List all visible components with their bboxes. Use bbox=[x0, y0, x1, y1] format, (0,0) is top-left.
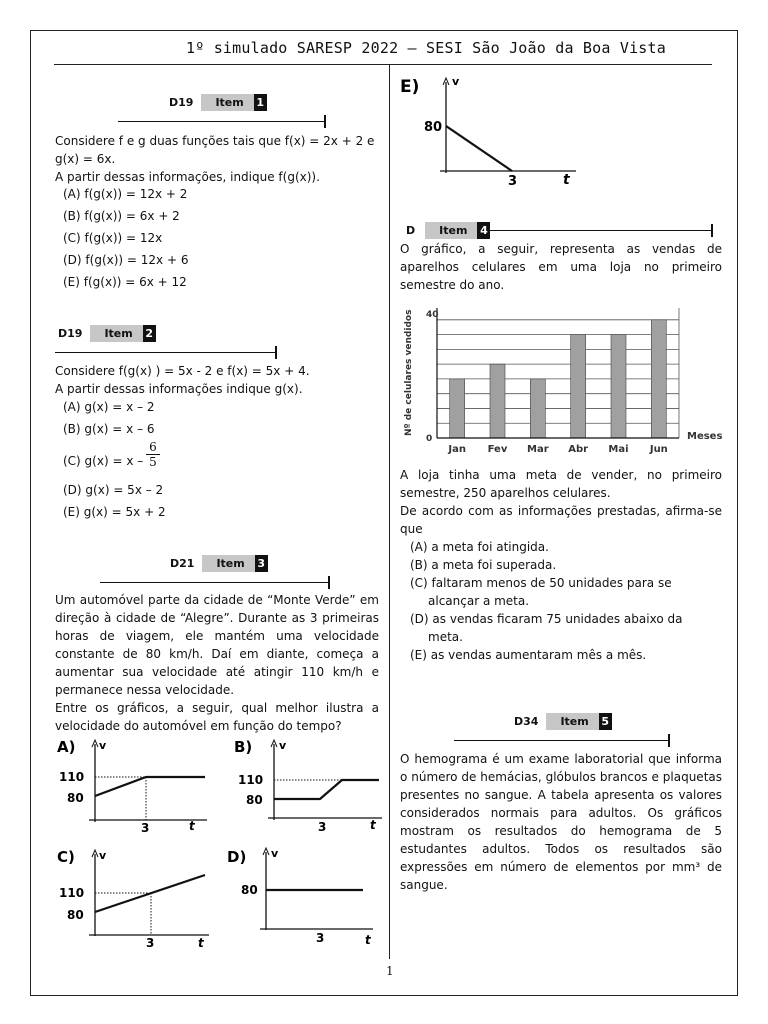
q1-item-label: Item bbox=[201, 94, 253, 111]
graph-d-label: D) bbox=[227, 848, 247, 866]
q4-stem: O gráfico, a seguir, representa as vendas de aparelhos celulares em uma loja no primeiro semestre do ano. bbox=[400, 242, 722, 292]
q4-option-d-line1: (D) as vendas ficaram 75 unidades abaixo da bbox=[410, 612, 683, 626]
q4-option-c-line2: alcançar a meta. bbox=[428, 594, 530, 608]
q4-text-1: A loja tinha uma meta de vender, no primeiro semestre, 250 aparelhos celulares. bbox=[400, 468, 722, 500]
svg-text:3: 3 bbox=[146, 936, 155, 950]
column-divider bbox=[389, 64, 390, 959]
svg-text:v: v bbox=[99, 849, 107, 862]
q5-code: D34 bbox=[514, 715, 539, 728]
q4-code: D bbox=[406, 224, 416, 237]
q2-option-a[interactable]: (A) g(x) = x – 2 bbox=[63, 400, 155, 414]
q2-stem bbox=[55, 362, 383, 398]
q4-option-d[interactable] bbox=[410, 610, 682, 646]
svg-text:80: 80 bbox=[67, 908, 84, 922]
svg-text:t: t bbox=[563, 172, 570, 188]
chart-labels bbox=[447, 444, 667, 455]
bar-mai bbox=[611, 335, 626, 438]
svg-text:80: 80 bbox=[246, 793, 263, 807]
svg-text:3: 3 bbox=[508, 174, 518, 188]
chart-grid bbox=[437, 308, 679, 438]
xtick-abr: Abr bbox=[568, 444, 589, 455]
q2-option-c-text: (C) g(x) = x – bbox=[63, 454, 144, 468]
q3-graph-a[interactable] bbox=[55, 734, 215, 834]
svg-text:3: 3 bbox=[141, 821, 150, 834]
q1-option-c[interactable]: (C) f(g(x)) = 12x bbox=[63, 231, 163, 245]
svg-text:80: 80 bbox=[241, 883, 258, 897]
q1-stem-line1: Considere f e g duas funções tais que f(x) = 2x + 2 e g(x) = 6x. bbox=[55, 134, 375, 166]
bar-mar bbox=[530, 379, 545, 438]
q2-fraction-numerator: 6 bbox=[149, 440, 157, 454]
header-rule bbox=[54, 64, 712, 65]
q3-stem-text: Um automóvel parte da cidade de “Monte Verde” em direção à cidade de “Alegre”. Durante as 3 primeiras horas de viagem, ele mantém uma velocidade constante de 80 km/h. Daí em diante, começa a aumentar sua velocidade até atingir 110 km/h e permanece nessa velocidade. bbox=[55, 593, 379, 697]
q3-item-label: Item bbox=[202, 555, 254, 572]
q3-stem bbox=[55, 591, 379, 735]
page-number: 1 bbox=[386, 964, 394, 978]
page-header: 1º simulado SARESP 2022 – SESI São João da Boa Vista bbox=[186, 39, 666, 57]
svg-text:80: 80 bbox=[67, 791, 84, 805]
svg-text:v: v bbox=[279, 739, 287, 752]
q3-question: Entre os gráficos, a seguir, qual melhor ilustra a velocidade do automóvel em função do tempo? bbox=[55, 701, 379, 733]
svg-text:3: 3 bbox=[316, 931, 325, 945]
q2-item-number: 2 bbox=[143, 325, 156, 342]
bar-jun bbox=[651, 320, 666, 438]
xtick-mai: Mai bbox=[608, 444, 629, 455]
q4-option-b[interactable]: (B) a meta foi superada. bbox=[410, 558, 557, 572]
q2-item-label: Item bbox=[90, 325, 142, 342]
q4-rule bbox=[489, 230, 713, 231]
q4-text bbox=[400, 466, 722, 538]
svg-text:t: t bbox=[365, 933, 371, 947]
q2-fraction-denominator: 5 bbox=[146, 454, 160, 469]
q4-option-c[interactable] bbox=[410, 574, 672, 610]
xtick-mar: Mar bbox=[527, 444, 549, 455]
svg-text:t: t bbox=[189, 819, 195, 833]
svg-text:t: t bbox=[370, 818, 376, 832]
q1-stem-line2: A partir dessas informações, indique f(g(x)). bbox=[55, 170, 320, 184]
q5-stem: O hemograma é um exame laboratorial que informa o número de hemácias, glóbulos brancos e plaquetas presentes no sangue. A tabela apresenta os valores considerados normais para adultos. Os gráficos mostram os resultados do hemograma de 5 estudantes adultos. Todos os resultados são expressões em número de elementos por mm³ de sangue. bbox=[400, 752, 722, 892]
xtick-fev: Fev bbox=[487, 444, 508, 455]
q1-option-b[interactable]: (B) f(g(x)) = 6x + 2 bbox=[63, 209, 180, 223]
q2-tag bbox=[58, 325, 156, 342]
svg-text:110: 110 bbox=[238, 773, 264, 787]
q2-option-c[interactable] bbox=[63, 452, 143, 470]
svg-text:v: v bbox=[452, 75, 460, 88]
q4-item-number: 4 bbox=[477, 222, 490, 239]
q4-option-d-line2: meta. bbox=[428, 630, 463, 644]
q2-option-b[interactable]: (B) g(x) = x – 6 bbox=[63, 422, 155, 436]
q3-graph-b[interactable] bbox=[232, 734, 387, 834]
q4-item-label: Item bbox=[425, 222, 477, 239]
chart-ylabel: Nº de celulares vendidos bbox=[404, 309, 414, 436]
svg-text:110: 110 bbox=[59, 770, 85, 784]
chart-ytick-40: 40 bbox=[426, 310, 439, 320]
q3-graph-e[interactable] bbox=[398, 70, 588, 188]
q2-option-d[interactable]: (D) g(x) = 5x – 2 bbox=[63, 483, 164, 497]
q3-code: D21 bbox=[170, 557, 195, 570]
q4-option-e[interactable]: (E) as vendas aumentaram mês a mês. bbox=[410, 648, 647, 662]
bar-jan bbox=[450, 379, 465, 438]
q4-option-c-line1: (C) faltaram menos de 50 unidades para se bbox=[410, 576, 672, 590]
q5-rule bbox=[454, 740, 670, 741]
svg-text:v: v bbox=[99, 739, 107, 752]
graph-a-label: A) bbox=[57, 738, 76, 756]
q3-graph-d[interactable] bbox=[225, 844, 385, 950]
graph-c-label: C) bbox=[57, 848, 75, 866]
svg-text:80: 80 bbox=[424, 120, 443, 135]
q3-tag bbox=[170, 555, 268, 572]
chart-xlabel: Meses bbox=[687, 431, 723, 442]
xtick-jun: Jun bbox=[649, 444, 668, 455]
q1-option-a[interactable]: (A) f(g(x)) = 12x + 2 bbox=[63, 187, 188, 201]
q5-item-label: Item bbox=[546, 713, 598, 730]
q1-option-e[interactable]: (E) f(g(x)) = 6x + 12 bbox=[63, 275, 187, 289]
q1-rule bbox=[118, 121, 326, 122]
chart-ytick-0: 0 bbox=[426, 434, 433, 444]
q1-item-number: 1 bbox=[254, 94, 267, 111]
xtick-jan: Jan bbox=[448, 444, 466, 455]
q2-stem-line2: A partir dessas informações indique g(x). bbox=[55, 382, 303, 396]
q1-option-d[interactable]: (D) f(g(x)) = 12x + 6 bbox=[63, 253, 189, 267]
svg-text:3: 3 bbox=[318, 820, 327, 834]
q5-tag bbox=[514, 713, 612, 730]
q2-option-e[interactable]: (E) g(x) = 5x + 2 bbox=[63, 505, 166, 519]
svg-text:110: 110 bbox=[59, 886, 85, 900]
q4-text-2: De acordo com as informações prestadas, afirma-se que bbox=[400, 504, 722, 536]
q2-rule bbox=[55, 352, 277, 353]
bar-abr bbox=[571, 335, 586, 438]
q3-item-number: 3 bbox=[255, 555, 268, 572]
q2-fraction bbox=[146, 440, 160, 469]
q1-code: D19 bbox=[169, 96, 194, 109]
q2-code: D19 bbox=[58, 327, 83, 340]
q1-stem bbox=[55, 132, 383, 186]
q4-option-a[interactable]: (A) a meta foi atingida. bbox=[410, 540, 549, 554]
bar-fev bbox=[490, 364, 505, 438]
graph-e-label: E) bbox=[400, 77, 420, 97]
graph-b-label: B) bbox=[234, 738, 253, 756]
q5-item-number: 5 bbox=[599, 713, 612, 730]
q3-rule bbox=[100, 582, 330, 583]
q1-tag bbox=[169, 94, 267, 111]
q3-graph-c[interactable] bbox=[55, 844, 215, 950]
q4-tag bbox=[406, 222, 490, 239]
svg-text:t: t bbox=[198, 936, 204, 950]
q4-bar-chart bbox=[397, 300, 732, 455]
svg-text:v: v bbox=[271, 847, 279, 860]
q2-stem-line1: Considere f(g(x) ) = 5x - 2 e f(x) = 5x + 4. bbox=[55, 364, 310, 378]
